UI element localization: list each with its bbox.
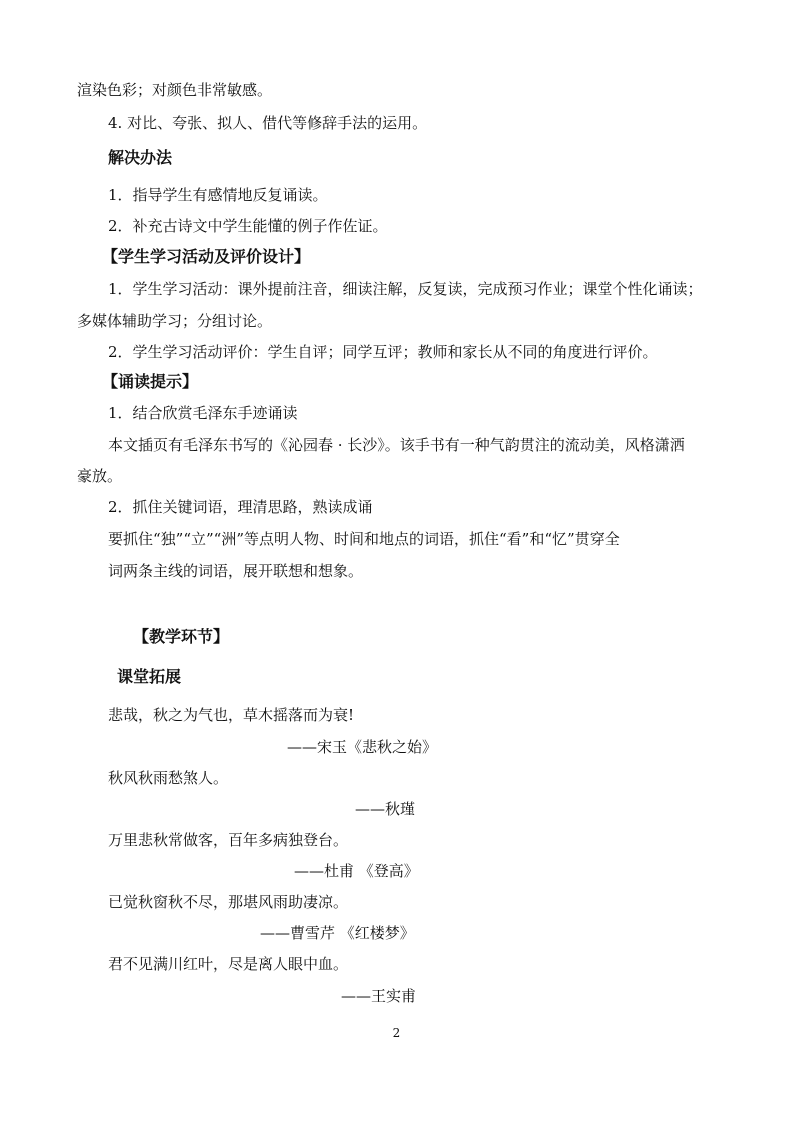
text-line: 多媒体辅助学习；分组讨论。 (77, 312, 273, 330)
list-item: 2．学生学习活动评价：学生自评；同学互评；教师和家长从不同的角度进行评价。 (108, 343, 658, 361)
section-heading: 解决办法 (108, 148, 173, 167)
text-line: 本文插页有毛泽东书写的《沁园春 · 长沙》。该手书有一种气韵贯注的流动美，风格潇洒 (108, 436, 685, 454)
text-line: 豪放。 (77, 467, 123, 485)
section-heading: 【学生学习活动及评价设计】 (102, 247, 311, 266)
quote-line: 已觉秋窗秋不尽，那堪风雨助凄凉。 (108, 893, 349, 911)
text-line: 渲染色彩；对颜色非常敏感。 (77, 81, 273, 99)
quote-attribution: ——王实甫 (341, 987, 417, 1005)
quote-line: 君不见满川红叶，尽是离人眼中血。 (108, 955, 349, 973)
quote-attribution: ——曹雪芹 《红楼梦》 (260, 924, 415, 942)
list-item: 1．学生学习活动：课外提前注音，细读注解，反复读，完成预习作业；课堂个性化诵读； (108, 280, 703, 298)
list-item: 2．抓住关键词语，理清思路，熟读成诵 (108, 498, 373, 516)
list-item: 1．结合欣赏毛泽东手迹诵读 (108, 404, 298, 422)
text-line: 要抓住“独”“立”“洲”等点明人物、时间和地点的词语，抓住“看”和“忆”贯穿全 (108, 530, 620, 548)
quote-line: 秋风秋雨愁煞人。 (108, 769, 229, 787)
section-heading: 【诵读提示】 (102, 372, 199, 391)
quote-line: 万里悲秋常做客，百年多病独登台。 (108, 831, 349, 849)
page-number: 2 (392, 1026, 401, 1040)
list-item: 4. 对比、夸张、拟人、借代等修辞手法的运用。 (108, 114, 428, 132)
quote-attribution: ——宋玉《悲秋之始》 (287, 738, 438, 756)
section-heading: 【教学环节】 (133, 627, 230, 646)
list-item: 1．指导学生有感情地反复诵读。 (108, 186, 328, 204)
list-item: 2．补充古诗文中学生能懂的例子作佐证。 (108, 217, 388, 235)
section-heading: 课堂拓展 (117, 667, 182, 686)
text-line: 词两条主线的词语，展开联想和想象。 (108, 562, 364, 580)
quote-attribution: ——杜甫 《登高》 (294, 862, 419, 880)
quote-attribution: ——秋瑾 (355, 800, 416, 818)
quote-line: 悲哉，秋之为气也，草木摇落而为衰! (108, 706, 355, 724)
